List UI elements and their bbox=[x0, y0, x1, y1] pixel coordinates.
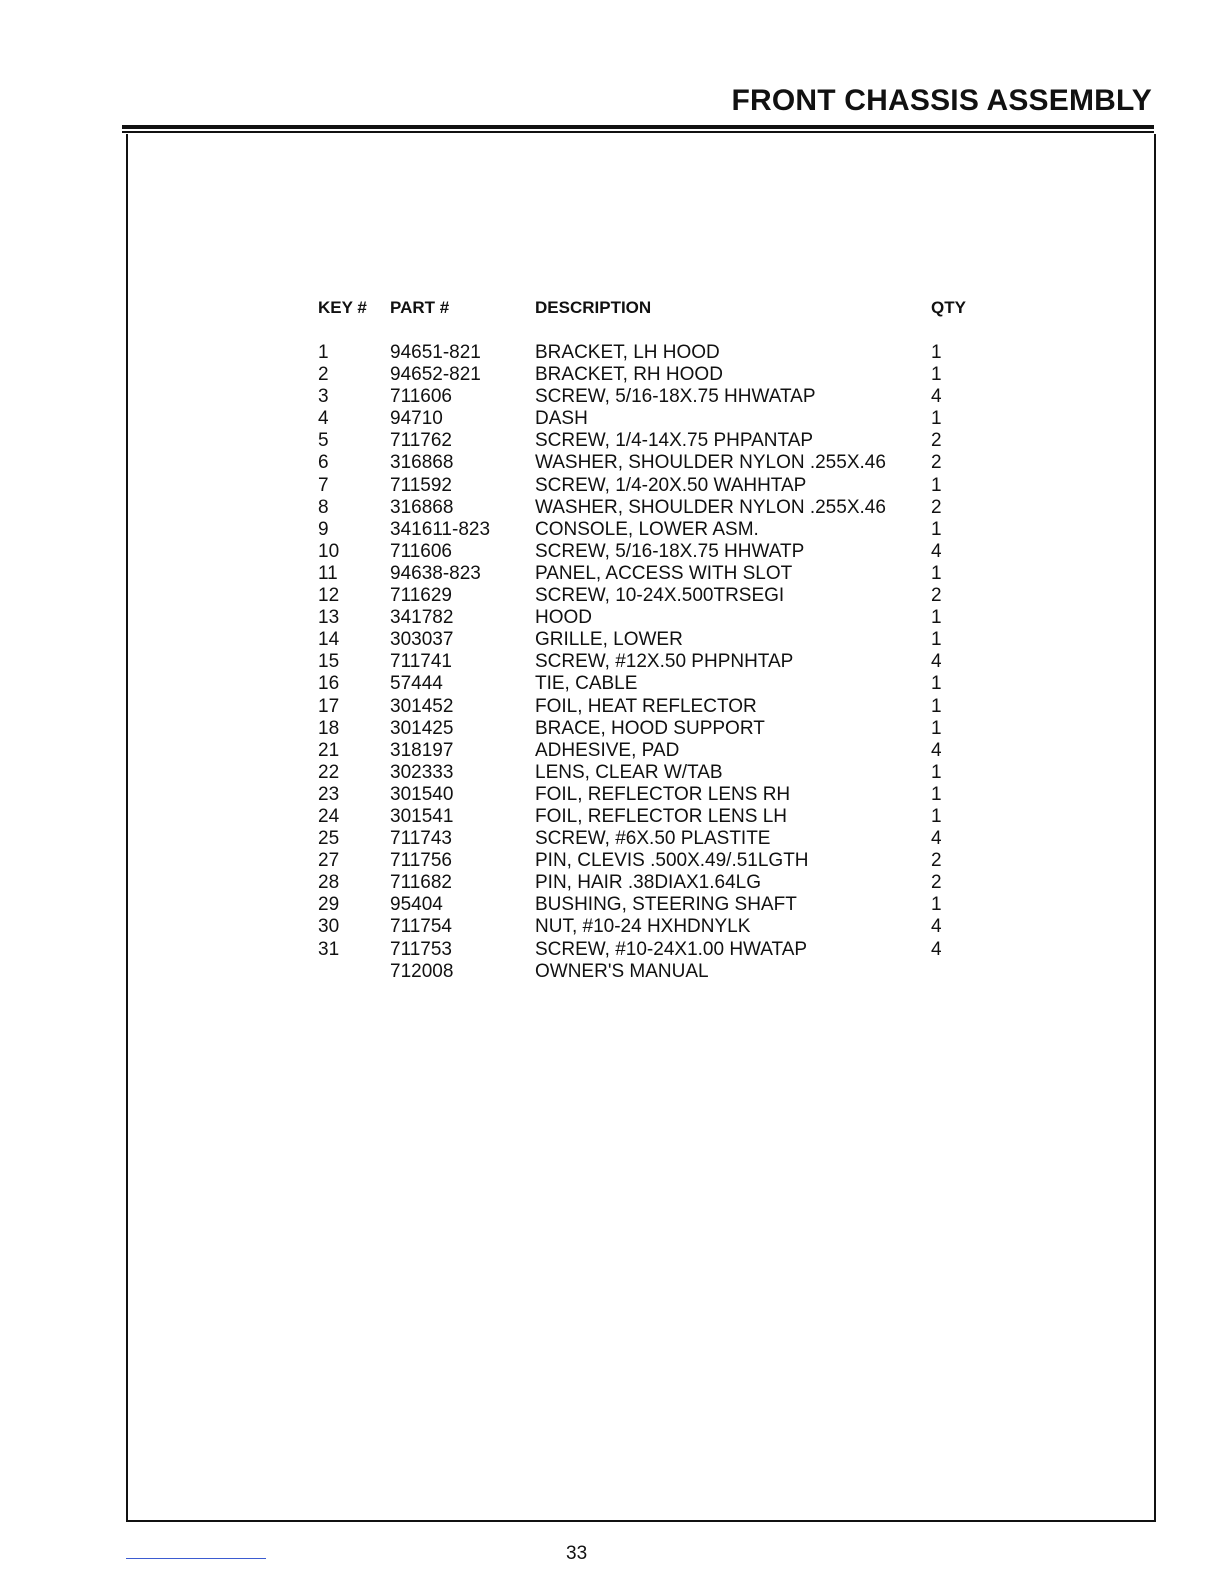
cell-key: 21 bbox=[318, 739, 340, 761]
cell-qty: 2 bbox=[931, 430, 942, 452]
cell-description: BRACKET, LH HOOD bbox=[535, 342, 720, 363]
cell-description: SCREW, 10-24X.500TRSEGI bbox=[535, 585, 785, 607]
cell-qty: 1 bbox=[931, 342, 942, 363]
cell-key: 11 bbox=[318, 562, 338, 584]
cell-description: WASHER, SHOULDER NYLON .255X.46 bbox=[535, 496, 886, 518]
cell-key: 9 bbox=[318, 518, 329, 540]
cell-description: SCREW, 5/16-18X.75 HHWATAP bbox=[535, 386, 816, 408]
cell-description: SCREW, #10-24X1.00 HWATAP bbox=[535, 938, 808, 960]
cell-qty: 4 bbox=[931, 938, 942, 960]
cell-qty: 4 bbox=[931, 739, 942, 761]
cell-description: SCREW, 1/4-20X.50 WAHHTAP bbox=[535, 474, 807, 496]
cell-description: BRACE, HOOD SUPPORT bbox=[535, 717, 765, 739]
cell-qty: 4 bbox=[931, 828, 942, 850]
cell-part: 711606 bbox=[390, 386, 452, 408]
cell-key: 25 bbox=[318, 828, 340, 850]
cell-qty: 1 bbox=[931, 629, 942, 651]
cell-part: 94651-821 bbox=[390, 342, 481, 363]
cell-description: WASHER, SHOULDER NYLON .255X.46 bbox=[535, 452, 886, 474]
cell-key: 2 bbox=[318, 364, 329, 386]
cell-key: 10 bbox=[318, 540, 340, 562]
cell-qty: 1 bbox=[931, 562, 942, 584]
cell-qty: 2 bbox=[931, 850, 942, 872]
cell-part: 711754 bbox=[390, 916, 452, 938]
cell-qty: 1 bbox=[931, 607, 942, 629]
cell-description: BRACKET, RH HOOD bbox=[535, 364, 723, 386]
cell-key: 8 bbox=[318, 496, 329, 518]
cell-description: SCREW, #12X.50 PHPNHTAP bbox=[535, 651, 794, 673]
cell-part: 95404 bbox=[390, 894, 443, 916]
cell-key: 12 bbox=[318, 585, 340, 607]
cell-part: 711741 bbox=[390, 651, 452, 673]
cell-part: 301541 bbox=[390, 805, 454, 827]
cell-key: 16 bbox=[318, 673, 340, 695]
cell-part: 302333 bbox=[390, 761, 454, 783]
cell-part: 711743 bbox=[390, 828, 452, 850]
cell-part: 301540 bbox=[390, 783, 454, 805]
header-key: KEY # bbox=[318, 298, 367, 317]
cell-description: ADHESIVE, PAD bbox=[535, 739, 680, 761]
cell-description: SCREW, 1/4-14X.75 PHPANTAP bbox=[535, 430, 814, 452]
cell-key: 13 bbox=[318, 607, 340, 629]
title-rule-thin bbox=[122, 131, 1154, 133]
cell-key: 3 bbox=[318, 386, 329, 408]
cell-part: 301425 bbox=[390, 717, 454, 739]
cell-description: FOIL, REFLECTOR LENS LH bbox=[535, 805, 787, 827]
cell-key: 7 bbox=[318, 474, 329, 496]
cell-key: 24 bbox=[318, 805, 340, 827]
cell-part: 318197 bbox=[390, 739, 454, 761]
cell-description: SCREW, 5/16-18X.75 HHWATP bbox=[535, 540, 805, 562]
cell-key: 22 bbox=[318, 761, 340, 783]
cell-description: FOIL, REFLECTOR LENS RH bbox=[535, 783, 791, 805]
cell-part: 712008 bbox=[390, 960, 454, 982]
cell-description: OWNER'S MANUAL bbox=[535, 960, 709, 982]
cell-key: 6 bbox=[318, 452, 329, 474]
cell-qty: 4 bbox=[931, 386, 942, 408]
header-description: DESCRIPTION bbox=[535, 298, 652, 317]
cell-qty: 2 bbox=[931, 452, 942, 474]
page-number: 33 bbox=[566, 1543, 588, 1564]
cell-key: 5 bbox=[318, 430, 329, 452]
header-part: PART # bbox=[390, 298, 450, 317]
cell-description: PIN, CLEVIS .500X.49/.51LGTH bbox=[535, 850, 809, 872]
cell-qty: 1 bbox=[931, 364, 942, 386]
cell-key: 17 bbox=[318, 695, 340, 717]
cell-key: 4 bbox=[318, 408, 329, 430]
cell-description: NUT, #10-24 HXHDNYLK bbox=[535, 916, 751, 938]
cell-part: 711592 bbox=[390, 474, 452, 496]
cell-part: 711756 bbox=[390, 850, 452, 872]
cell-key: 15 bbox=[318, 651, 340, 673]
cell-part: 711762 bbox=[390, 430, 452, 452]
cell-description: GRILLE, LOWER bbox=[535, 629, 683, 651]
cell-qty: 2 bbox=[931, 496, 942, 518]
cell-qty: 4 bbox=[931, 916, 942, 938]
cell-key: 30 bbox=[318, 916, 340, 938]
footer-line bbox=[126, 1558, 266, 1559]
cell-part: 301452 bbox=[390, 695, 454, 717]
cell-description: CONSOLE, LOWER ASM. bbox=[535, 518, 759, 540]
cell-key: 28 bbox=[318, 872, 340, 894]
cell-part: 316868 bbox=[390, 496, 454, 518]
cell-part: 94652-821 bbox=[390, 364, 481, 386]
cell-part: 711753 bbox=[390, 938, 452, 960]
header-qty: QTY bbox=[931, 298, 966, 317]
cell-key: 27 bbox=[318, 850, 340, 872]
cell-description: PANEL, ACCESS WITH SLOT bbox=[535, 562, 793, 584]
cell-key: 31 bbox=[318, 938, 340, 960]
cell-part: 341611-823 bbox=[390, 518, 491, 540]
cell-part: 316868 bbox=[390, 452, 454, 474]
page-title: FRONT CHASSIS ASSEMBLY bbox=[731, 84, 1152, 117]
cell-qty: 1 bbox=[931, 673, 942, 695]
cell-description: FOIL, HEAT REFLECTOR bbox=[535, 695, 757, 717]
cell-qty: 1 bbox=[931, 474, 942, 496]
cell-qty: 1 bbox=[931, 695, 942, 717]
cell-key: 29 bbox=[318, 894, 340, 916]
cell-qty: 2 bbox=[931, 585, 942, 607]
cell-qty: 1 bbox=[931, 805, 942, 827]
cell-key: 18 bbox=[318, 717, 340, 739]
cell-description: SCREW, #6X.50 PLASTITE bbox=[535, 828, 771, 850]
cell-description: HOOD bbox=[535, 607, 592, 629]
cell-qty: 1 bbox=[931, 518, 942, 540]
cell-description: TIE, CABLE bbox=[535, 673, 638, 695]
cell-part: 57444 bbox=[390, 673, 443, 695]
cell-key: 1 bbox=[318, 342, 329, 363]
cell-description: PIN, HAIR .38DIAX1.64LG bbox=[535, 872, 761, 894]
cell-qty: 1 bbox=[931, 894, 942, 916]
cell-qty: 4 bbox=[931, 651, 942, 673]
cell-part: 341782 bbox=[390, 607, 454, 629]
cell-key: 14 bbox=[318, 629, 340, 651]
cell-part: 94638-823 bbox=[390, 562, 481, 584]
cell-description: DASH bbox=[535, 408, 588, 430]
cell-description: LENS, CLEAR W/TAB bbox=[535, 761, 723, 783]
cell-qty: 4 bbox=[931, 540, 942, 562]
cell-qty: 1 bbox=[931, 717, 942, 739]
cell-qty: 2 bbox=[931, 872, 942, 894]
cell-part: 303037 bbox=[390, 629, 454, 651]
cell-part: 711629 bbox=[390, 585, 452, 607]
cell-part: 711606 bbox=[390, 540, 452, 562]
cell-qty: 1 bbox=[931, 783, 942, 805]
cell-qty: 1 bbox=[931, 761, 942, 783]
cell-description: BUSHING, STEERING SHAFT bbox=[535, 894, 797, 916]
title-rule-thick bbox=[122, 125, 1154, 129]
cell-part: 94710 bbox=[390, 408, 443, 430]
cell-qty: 1 bbox=[931, 408, 942, 430]
cell-part: 711682 bbox=[390, 872, 452, 894]
cell-key: 23 bbox=[318, 783, 340, 805]
